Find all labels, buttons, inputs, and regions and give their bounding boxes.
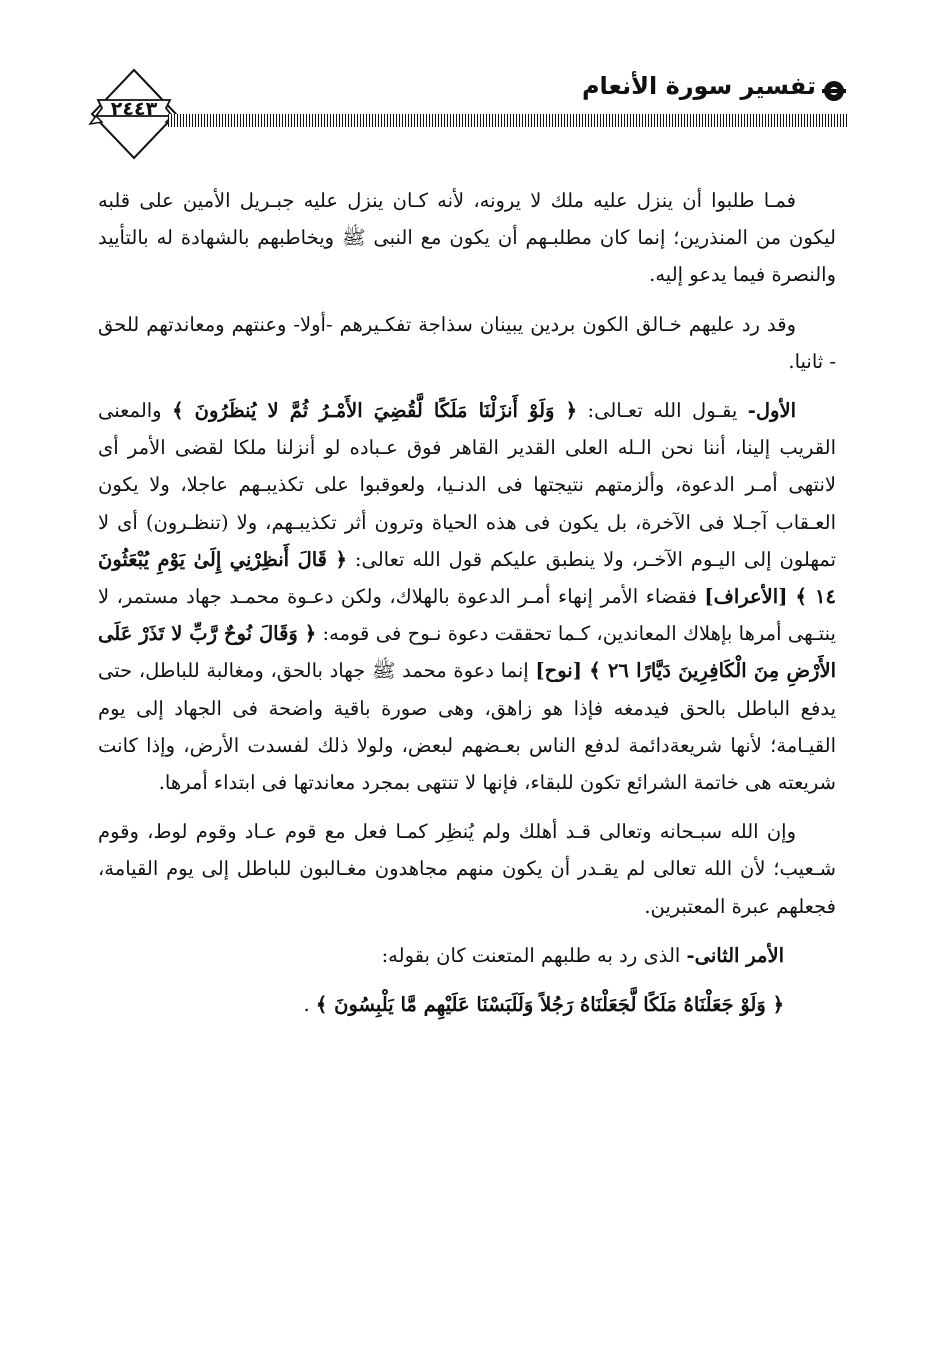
ornament-icon (820, 78, 848, 104)
quran-verse-4: ﴿ وَلَوْ جَعَلْنَاهُ مَلَكًا لَّجَعَلْنَاهُ رَجُلاً وَلَلَبَسْنَا عَلَيْهِم مَّا يَلْبِسُونَ ﴾ (315, 993, 784, 1017)
paragraph-4: وإن الله سبـحانه وتعالى قـد أهلك ولم يُنظِر كمـا فعل مع قوم عـاد وقوم لوط، وقوم شـعيب؛ لأن الله تعالى لم يقـدر أن يكون منهم مجاهدون مغـالبون للباطل إلى يوم القيامة، فجعلهم عبرة المعتبرين. (98, 820, 836, 918)
paragraph-3-text-3: إنما دعوة محمد ﷺ جهاد بالحق، ومغالبة للباطل، حتى يدفع الباطل بالحق فيدمغه فإذا هو زاهق، وهى صورة باقية واضحة فى الجهاد إلى يوم القيـامة؛ لأنها شريعةدائمة لدفع الناس بعـضهم لبعض، ولولا ذلك لفسدت الأرض، وإذا كانت شريعته هى خاتمة الشرائع تكون للبقاء، فإنها لا تنتهى بمجرد معاندتها فى ابتداء أمرها. (98, 659, 836, 795)
book-title: تفسير سورة الأنعام (581, 72, 816, 100)
paragraph-5 (98, 937, 836, 974)
page-body (98, 182, 836, 1035)
paragraph-3-text-1: والمعنى القريب إلينا، أننا نحن الـله العلى القدير القاهر فوق عـباده لو أنزلنا ملكا لقضى الأمر أى لانتهى أمـر الدعوة، وألزمتهم نتيجتها فى الدنـيا، ولعوقبوا على تكذيبـهم عاجلا، ولا يكون العـقاب آجـلا فى الآخرة، بل يكون فى هذه الحياة وترون أثر تكذيبـهم، ولا (تنظـرون) أى لا تمهلون إلى اليـوم الآخـر، ولا ينطبق عليكم قول الله تعالى: (98, 399, 837, 571)
page-header (0, 0, 926, 170)
paragraph-3-lead: يقـول الله تعـالى: (577, 399, 748, 423)
quran-verse-3: ﴿ وَقَالَ نُوحٌ رَّبِّ لا تَذَرْ عَلَى الأَرْضِ مِنَ الْكَافِرِينَ دَيَّارًا ٢٦ ﴾ [نوح] (98, 622, 836, 683)
section-label-second: الأمر الثانى- (686, 943, 784, 967)
paragraph-2: وقد رد عليهم خـالق الكون بردين يبينان سذاجة تفكـيرهم -أولا- وعنتهم ومعاندتهم للحق - ثانيا. (98, 312, 836, 373)
paragraph-6 (98, 986, 836, 1023)
paragraph-5-text: الذى رد به طلبهم المتعنت كان بقوله: (381, 943, 687, 967)
paragraph-3-text-2: فقضاء الأمر إنهاء أمـر الدعوة بالهلاك، ولكن دعـوة محمـد جهاد مستمر، لا ينتـهى أمرها بإهلاك المعاندين، كـما تحققت دعوة نـوح فى قومه: (98, 585, 836, 646)
page-number: ٢٤٤٣ (110, 98, 158, 120)
page-number-badge (88, 68, 180, 160)
section-label-first: الأول- (747, 399, 797, 423)
paragraph-6-end: . (303, 993, 316, 1017)
quran-verse-2: ﴿ قَالَ أَنظِرْنِي إِلَىٰ يَوْمِ يُبْعَثُونَ ١٤ ﴾ [الأعراف] (98, 547, 836, 609)
quran-verse-1: ﴿ وَلَوْ أَنزَلْنَا مَلَكًا لَّقُضِيَ الأَمْـرُ ثُمَّ لا يُنظَرُونَ ﴾ (172, 399, 577, 423)
header-rule (168, 114, 848, 127)
paragraph-1: فمـا طلبوا أن ينزل عليه ملك لا يرونه، لأنه كـان ينزل عليه جبـريل الأمين على قلبه ليكون من المنذرين؛ إنما كان مطلبـهم أن يكون مع النبى ﷺ ويخاطبهم بالشهادة له بالتأييد والنصرة فيما يدعو إليه. (98, 189, 836, 287)
paragraph-3 (98, 392, 836, 801)
